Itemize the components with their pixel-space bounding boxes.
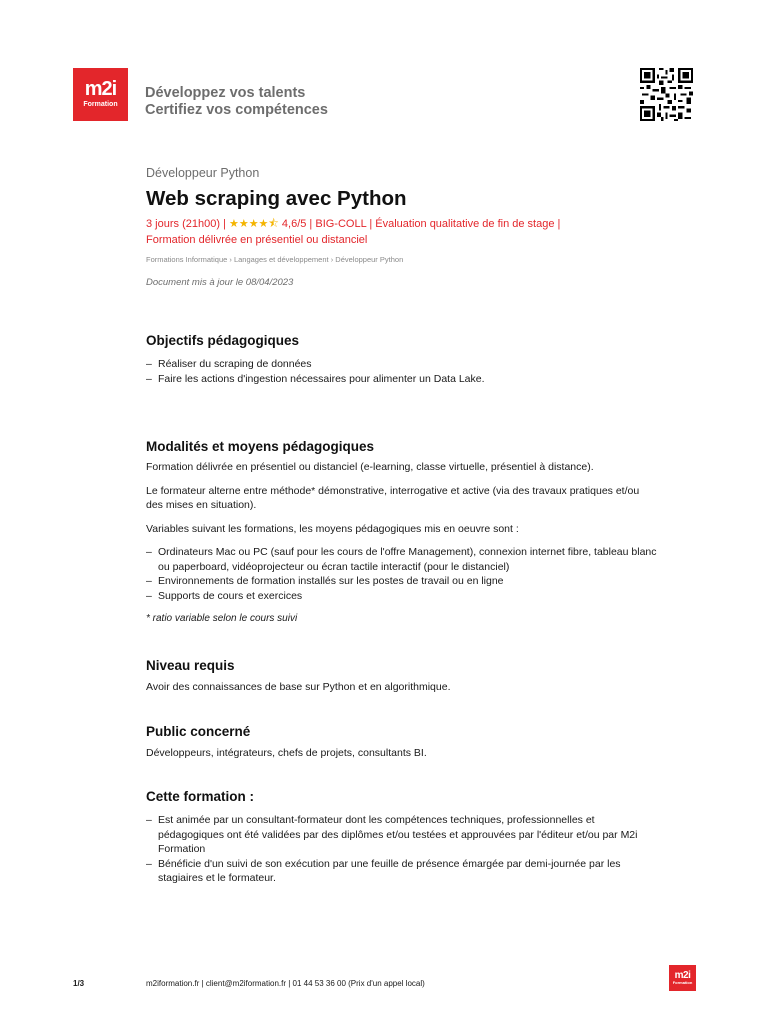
course-delivery: Formation délivrée en présentiel ou distanciel — [146, 234, 368, 246]
rating-stars-icon: ★★★★⯪ — [228, 218, 279, 230]
section-cette-formation — [146, 788, 666, 886]
course-category: Développeur Python — [146, 166, 260, 180]
m2i-logo — [73, 68, 128, 121]
list-item: – Faire les actions d'ingestion nécessaires pour alimenter un Data Lake. — [146, 372, 666, 387]
course-meta-rest: BIG-COLL | Évaluation qualitative de fin de stage | — [315, 218, 561, 230]
list-item: – Supports de cours et exercices — [146, 589, 661, 604]
public-heading: Public concerné — [146, 724, 251, 739]
niveau-text: Avoir des connaissances de base sur Python et en algorithmique. — [146, 681, 451, 693]
section-objectifs — [146, 332, 666, 386]
section-public — [146, 723, 666, 761]
updated-date: Document mis à jour le 08/04/2023 — [146, 277, 294, 288]
footer-logo-mark: m2i — [674, 970, 691, 981]
modalites-note: * ratio variable selon le cours suivi — [146, 613, 298, 624]
logo-mark: m2i — [84, 78, 117, 100]
list-item: – Réaliser du scraping de données — [146, 357, 666, 372]
course-rating: 4,6/5 | — [281, 218, 313, 230]
list-item: – Est animée par un consultant-formateur dont les compétences techniques, professionnelles et pédagogiques ont été validées par des diplômes et/ou testées et approuvées par l'éditeur et/ou par M2i Formation — [146, 813, 656, 857]
tagline-line2: Certifiez vos compétences — [145, 102, 328, 118]
course-duration: 3 jours (21h00) | — [146, 218, 226, 230]
list-item: – Environnements de formation installés sur les postes de travail ou en ligne — [146, 574, 661, 589]
list-item: – Ordinateurs Mac ou PC (sauf pour les cours de l'offre Management), connexion internet fibre, tableau blanc ou paperboard, vidéoprojecteur ou écran tactile interactif (pour le distanciel) — [146, 545, 661, 574]
modalites-p3: Variables suivant les formations, les moyens pédagogiques mis en oeuvre sont : — [146, 522, 519, 535]
objectifs-list — [146, 357, 666, 386]
logo-sub: Formation — [83, 101, 118, 108]
tagline-line1: Développez vos talents — [145, 85, 306, 101]
breadcrumb: Formations Informatique › Langages et développement › Développeur Python — [146, 255, 404, 264]
public-text: Développeurs, intégrateurs, chefs de projets, consultants BI. — [146, 747, 427, 759]
course-header — [146, 164, 636, 289]
section-modalites — [146, 438, 666, 627]
list-item: – Bénéficie d'un suivi de son exécution par une feuille de présence émargée par demi-journée par les stagiaires et le formateur. — [146, 857, 656, 886]
cette-list — [146, 813, 656, 886]
course-meta — [146, 216, 636, 248]
objectifs-heading: Objectifs pédagogiques — [146, 333, 300, 348]
modalites-heading: Modalités et moyens pédagogiques — [146, 439, 375, 454]
cette-heading: Cette formation : — [146, 789, 254, 804]
footer-contact: m2iformation.fr | client@m2iformation.fr | 01 44 53 36 00 (Prix d'un appel local) — [146, 979, 425, 988]
modalites-list — [146, 545, 661, 603]
footer-m2i-logo — [669, 965, 696, 991]
course-title: Web scraping avec Python — [146, 187, 407, 210]
modalites-p1: Formation délivrée en présentiel ou distanciel (e-learning, classe virtuelle, présentiel à distance). — [146, 461, 594, 473]
qr-code-icon — [639, 68, 694, 121]
footer-logo-sub: Formation — [672, 980, 693, 985]
page-number: 1/3 — [73, 979, 85, 988]
section-niveau — [146, 657, 666, 695]
niveau-heading: Niveau requis — [146, 658, 235, 673]
modalites-p2: Le formateur alterne entre méthode* démonstrative, interrogative et active (via des travaux pratiques et/ou des mises en situation). — [146, 484, 640, 511]
tagline — [145, 85, 328, 119]
